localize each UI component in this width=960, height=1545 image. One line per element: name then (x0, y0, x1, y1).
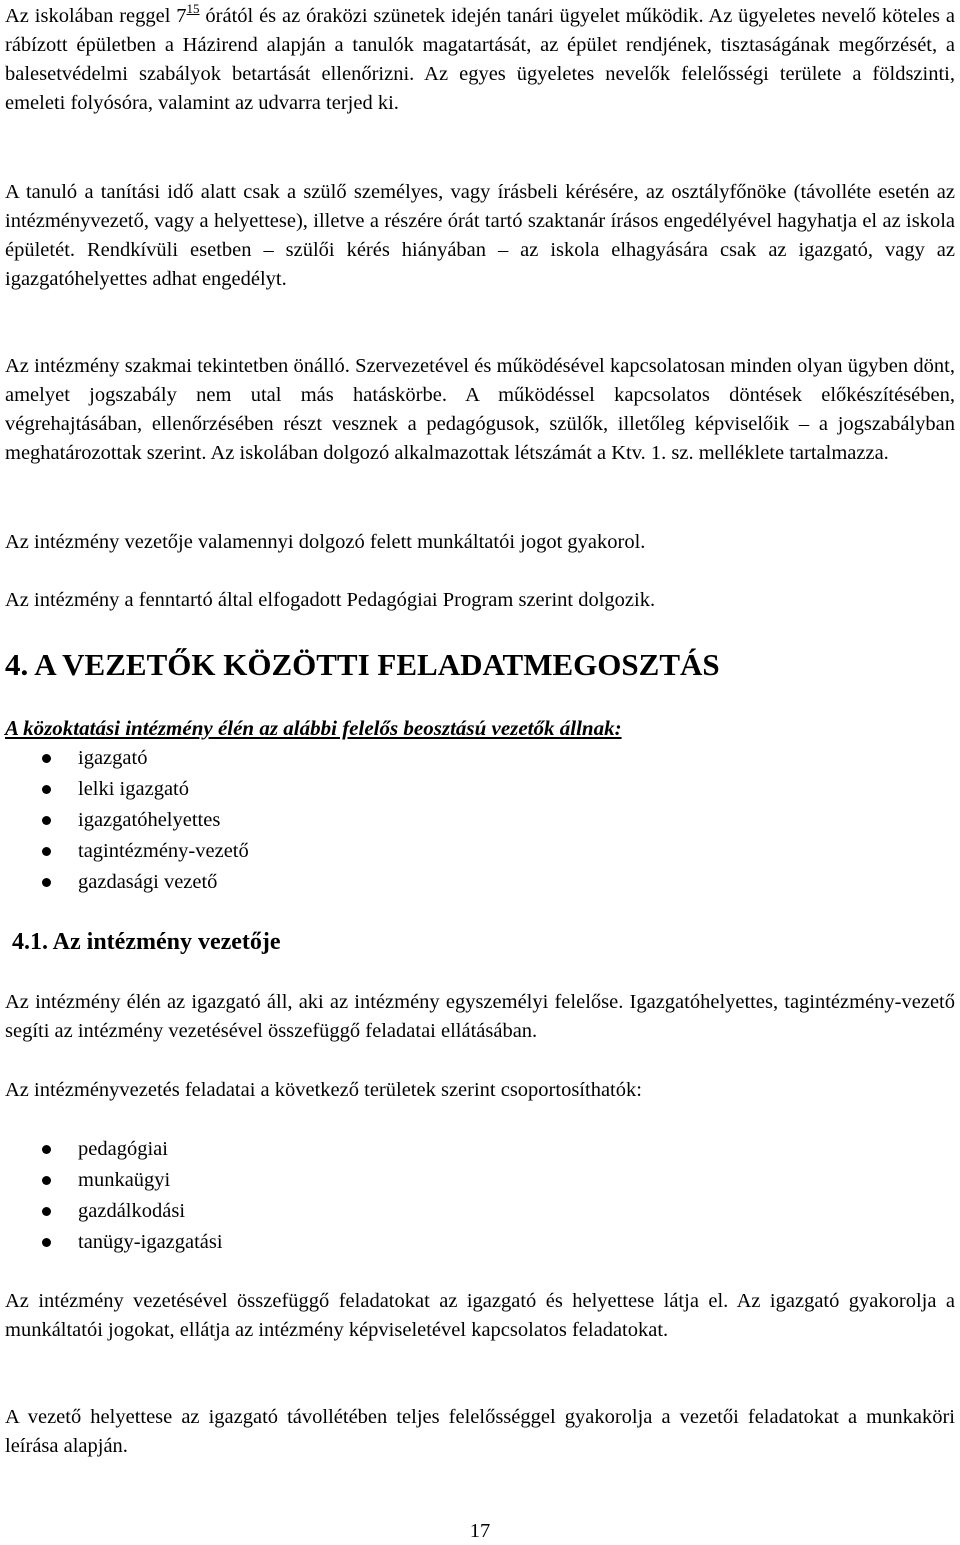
list-item: lelki igazgató (0, 774, 249, 805)
list-item: tanügy-igazgatási (0, 1227, 223, 1258)
leaders-list (0, 743, 249, 898)
paragraph-supervision-start: Az iskolában reggel 7 (5, 5, 187, 27)
areas-list (0, 1134, 223, 1258)
section-heading-4-1: 4.1. Az intézmény vezetője (12, 929, 281, 955)
list-item: munkaügyi (0, 1165, 223, 1196)
bullet-icon (42, 1145, 51, 1154)
paragraph-director: Az intézmény élén az igazgató áll, aki az intézmény egyszemélyi felelőse. Igazgatóhelyettes, tagintézmény-vezető segíti az intézmény vezetésével összefüggő feladatai ellátásában. (5, 991, 955, 1042)
list-item: igazgatóhelyettes (0, 805, 249, 836)
paragraph-employer-rights: Az intézmény vezetője valamennyi dolgozó felett munkáltatói jogot gyakorol. (5, 531, 646, 553)
paragraph-deputy: A vezető helyettese az igazgató távollétében teljes felelősséggel gyakorolja a vezetői feladatokat a munkaköri leírása alapján. (5, 1406, 955, 1457)
list-item: gazdálkodási (0, 1196, 223, 1227)
paragraph-supervision-rest: órától és az óraközi szünetek idején tanári ügyelet működik. Az ügyeletes nevelő köteles a rábízott épületben a Házirend alapján a tanulók magatartását, az épület rendjének, tisztaságának megőrzését, a balesetvédelmi szabályok betartását ellenőrizni. Az egyes ügyeletes nevelők felelősségi területe a földszinti, emeleti folyósóra, valamint az udvarra terjed ki. (5, 5, 955, 114)
paragraph-pedagogical-program: Az intézmény a fenntartó által elfogadott Pedagógiai Program szerint dolgozik. (5, 589, 656, 611)
list-item: gazdasági vezető (0, 867, 249, 898)
bullet-icon (42, 1238, 51, 1247)
list-item: tagintézmény-vezető (0, 836, 249, 867)
paragraph-supervision (5, 2, 955, 118)
section-heading-4: 4. A VEZETŐK KÖZÖTTI FELADATMEGOSZTÁS (5, 647, 720, 682)
page-number: 17 (469, 1520, 491, 1542)
list-item: pedagógiai (0, 1134, 223, 1165)
bullet-icon (42, 1207, 51, 1216)
leaders-intro: A közoktatási intézmény élén az alábbi felelős beosztású vezetők állnak: (5, 716, 622, 740)
time-superscript: 15 (186, 1, 200, 16)
bullet-icon (42, 1176, 51, 1185)
list-item: igazgató (0, 743, 249, 774)
paragraph-areas-intro: Az intézményvezetés feladatai a következő területek szerint csoportosíthatók: (5, 1079, 642, 1101)
paragraph-autonomy: Az intézmény szakmai tekintetben önálló. Szervezetével és működésével kapcsolatosan minden olyan ügyben dönt, amelyet jogszabály nem utal más hatáskörbe. A működéssel kapcsolatos döntések előkészítésében, végrehajtásában, ellenőrzésében részt vesznek a pedagógusok, szülők, illetőleg képviselőik – a jogszabályban meghatározottak szerint. Az iskolában dolgozó alkalmazottak létszámát a Ktv. 1. sz. melléklete tartalmazza. (5, 355, 955, 464)
paragraph-leaving-school: A tanuló a tanítási idő alatt csak a szülő személyes, vagy írásbeli kérésére, az osztályfőnöke (távolléte esetén az intézményvezető, vagy a helyettese), illetve a részére órát tartó szaktanár írásos engedélyével hagyhatja el az iskola épületét. Rendkívüli esetben – szülői kérés hiányában – az iskola elhagyására csak az igazgató, vagy az igazgatóhelyettes adhat engedélyt. (5, 181, 955, 290)
bullet-icon (42, 878, 51, 887)
bullet-icon (42, 754, 51, 763)
bullet-icon (42, 816, 51, 825)
bullet-icon (42, 847, 51, 856)
bullet-icon (42, 785, 51, 794)
paragraph-management-tasks: Az intézmény vezetésével összefüggő feladatokat az igazgató és helyettese látja el. Az igazgató gyakorolja a munkáltatói jogokat, ellátja az intézmény képviseletével kapcsolatos feladatokat. (5, 1290, 955, 1341)
